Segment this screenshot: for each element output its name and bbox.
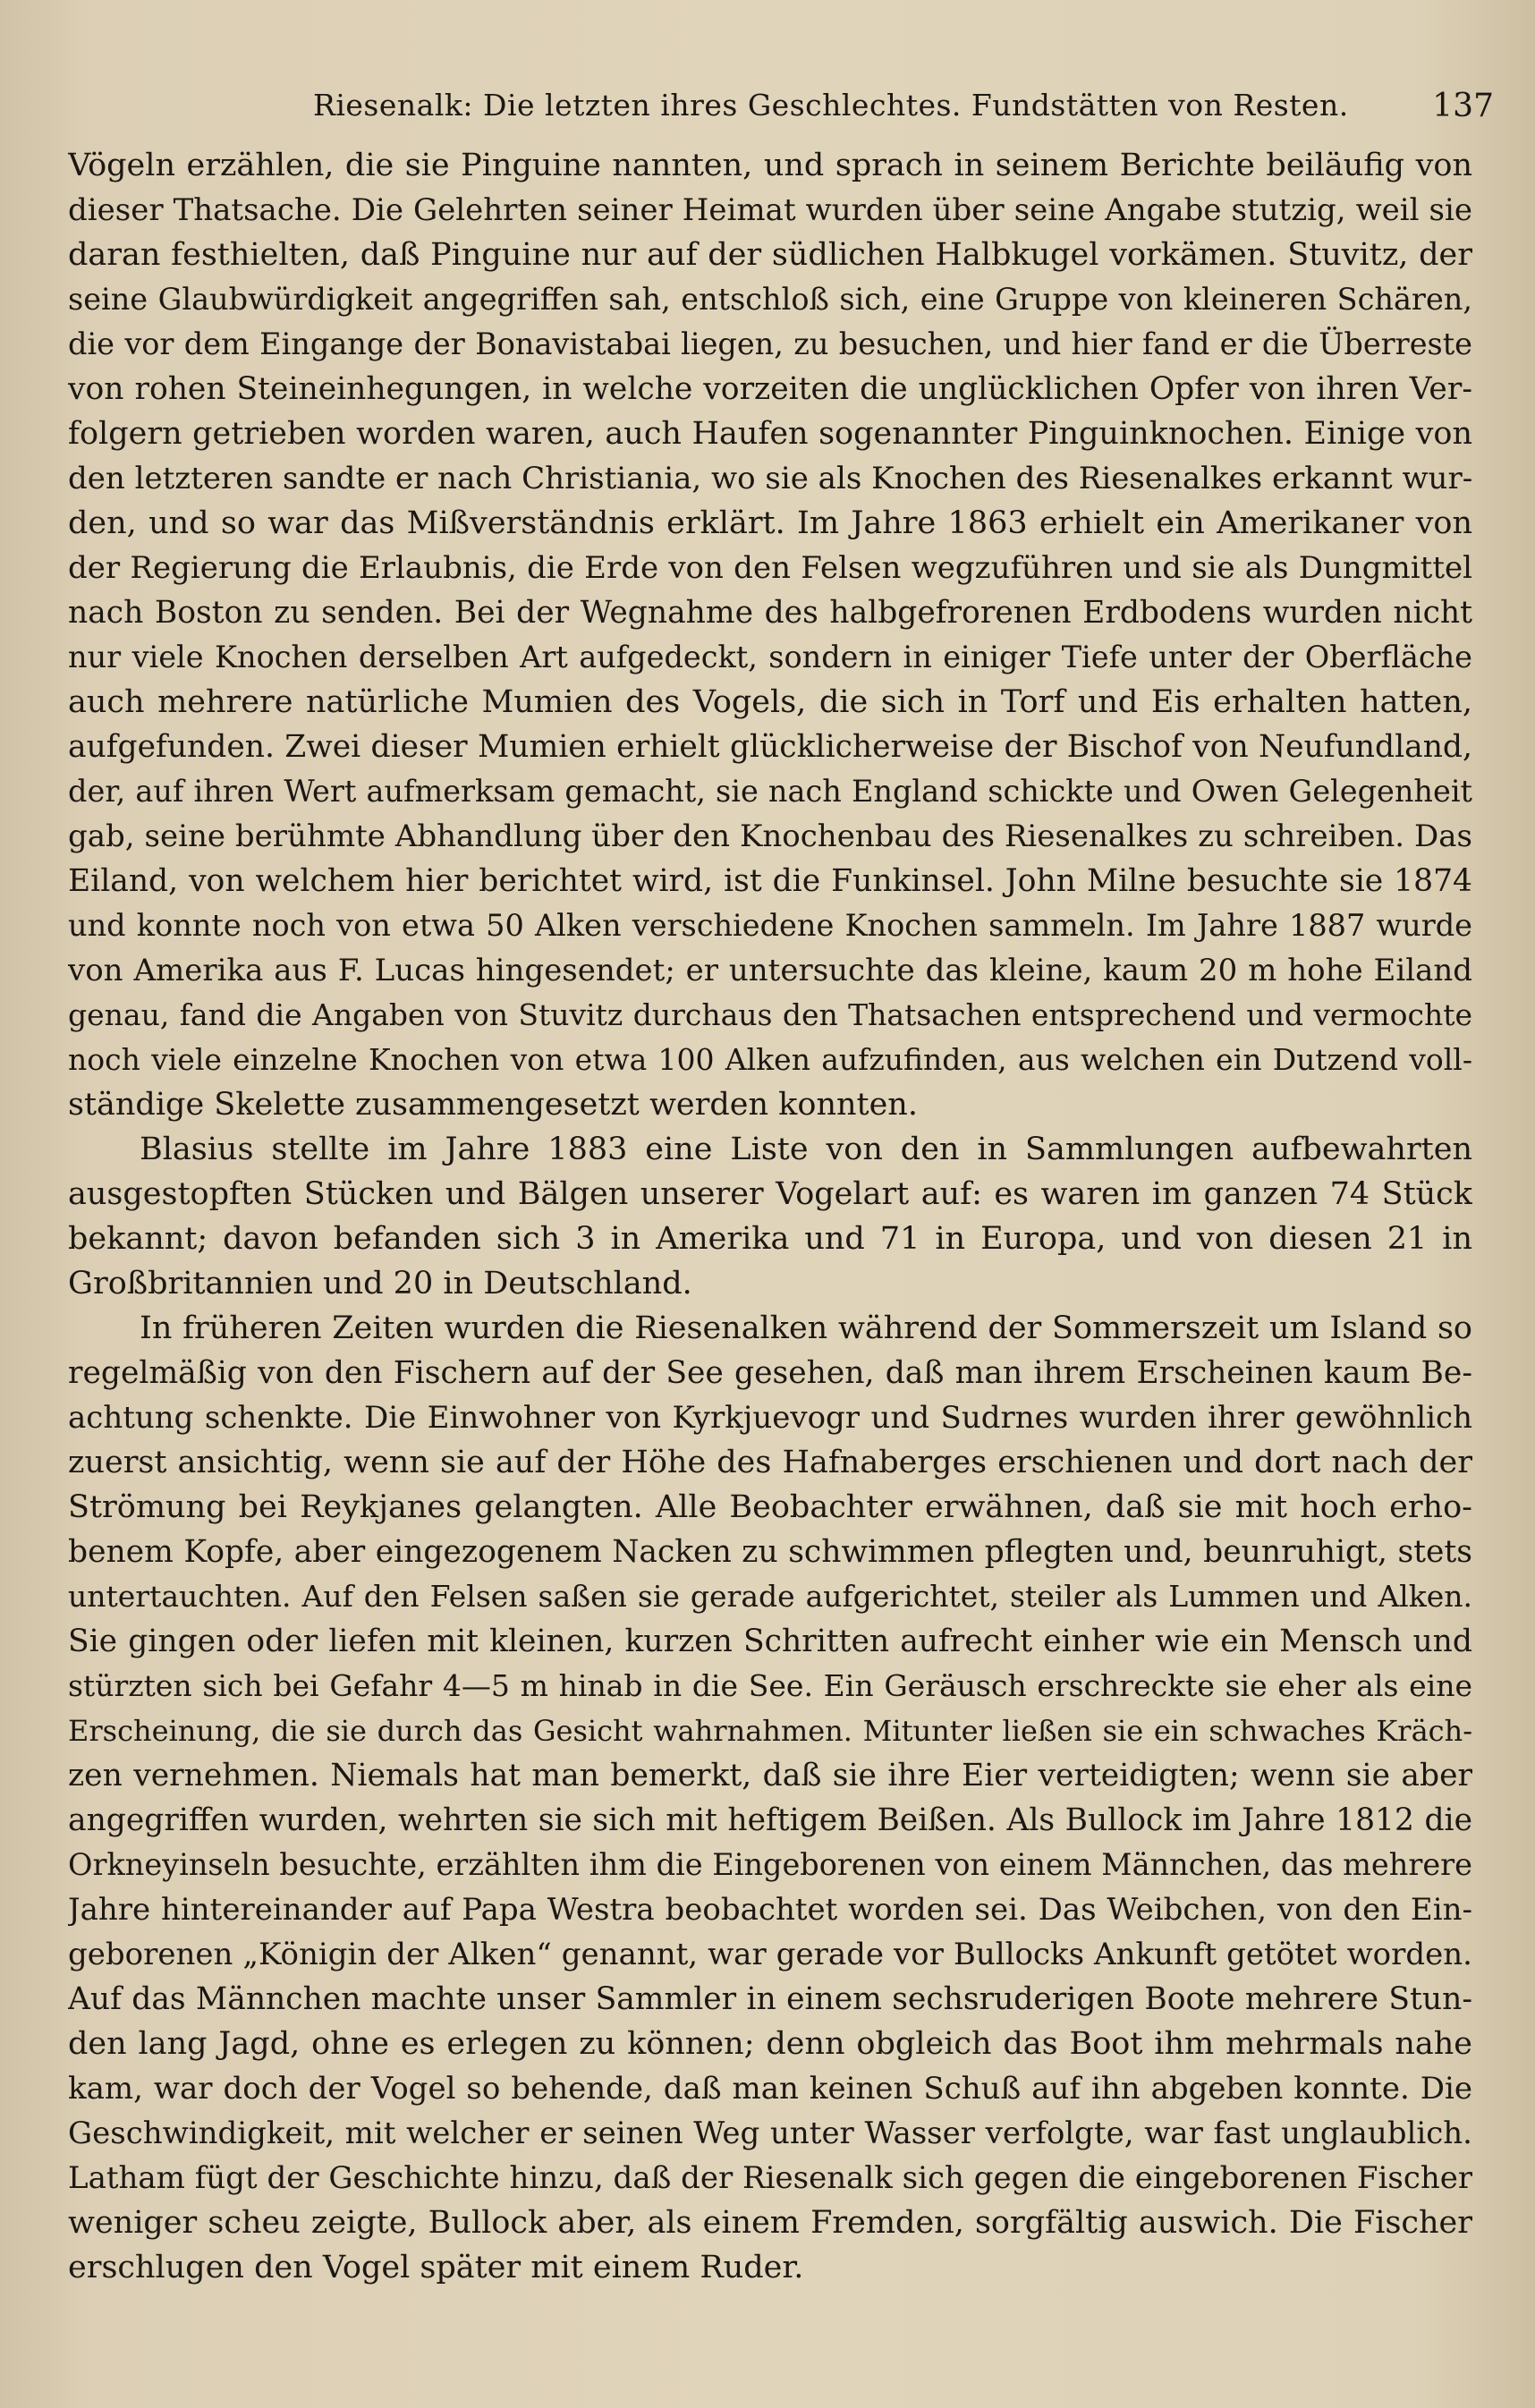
text-line: die vor dem Eingange der Bonavistabai liegen, zu besuchen, und hier fand er die Überreste [68, 326, 1472, 361]
text-line: zuerst ansichtig, wenn sie auf der Höhe des Hafnaberges erschienen und dort nach der [68, 1445, 1472, 1480]
text-line: benem Kopfe, aber eingezogenem Nacken zu schwimmen pflegten und, beunruhigt, stets [68, 1534, 1472, 1570]
text-line: den lang Jagd, ohne es erlegen zu können; denn obgleich das Boot ihm mehrmals nahe [68, 2026, 1472, 2062]
text-line: Strömung bei Reykjanes gelangten. Alle Beobachter erwähnen, daß sie mit hoch erho- [68, 1489, 1472, 1525]
text-line: stürzten sich bei Gefahr 4—5 m hinab in die See. Ein Geräusch erschreckte sie eher als eine [68, 1668, 1472, 1703]
text-line: Auf das Männchen machte unser Sammler in einem sechsruderigen Boote mehrere Stun- [68, 1981, 1472, 2017]
text-line: von rohen Steineinhegungen, in welche vorzeiten die unglücklichen Opfer von ihren Ver- [68, 371, 1472, 407]
text-line: erschlugen den Vogel später mit einem Ruder. [68, 2250, 804, 2285]
text-line: und konnte noch von etwa 50 Alken verschiedene Knochen sammeln. Im Jahre 1887 wurde [68, 908, 1472, 943]
text-line: dieser Thatsache. Die Gelehrten seiner Heimat wurden über seine Angabe stutzig, weil sie [68, 192, 1472, 228]
text-line: nach Boston zu senden. Bei der Wegnahme des halbgefrorenen Erdbodens wurden nicht [68, 595, 1472, 631]
text-line: achtung schenkte. Die Einwohner von Kyrkjuevogr und Sudrnes wurden ihrer gewöhnlich [68, 1400, 1472, 1436]
text-line: In früheren Zeiten wurden die Riesenalken während der Sommerszeit um Island so [140, 1310, 1472, 1346]
text-line: gab, seine berühmte Abhandlung über den Knochenbau des Riesenalkes zu schreiben. Das [68, 818, 1472, 854]
text-line: Blasius stellte im Jahre 1883 eine Liste von den in Sammlungen aufbewahrten [140, 1132, 1472, 1167]
paragraph [68, 1306, 1472, 2290]
text-line: Jahre hintereinander auf Papa Westra beobachtet worden sei. Das Weibchen, von den Ein- [68, 1892, 1472, 1928]
text-line: den, und so war das Mißverständnis erklärt. Im Jahre 1863 erhielt ein Amerikaner von [68, 505, 1472, 541]
text-line: bekannt; davon befanden sich 3 in Amerika und 71 in Europa, und von diesen 21 in [68, 1221, 1472, 1257]
paragraph [68, 1127, 1472, 1306]
text-line: Erscheinung, die sie durch das Gesicht wahrnahmen. Mitunter ließen sie ein schwaches Kräch- [68, 1714, 1472, 1748]
text-line: untertauchten. Auf den Felsen saßen sie gerade aufgerichtet, steiler als Lummen und Alken. [68, 1579, 1472, 1614]
text-line: Latham fügt der Geschichte hinzu, daß der Riesenalk sich gegen die eingeborenen Fischer [68, 2160, 1472, 2196]
text-line: angegriffen wurden, wehrten sie sich mit heftigem Beißen. Als Bullock im Jahre 1812 die [68, 1802, 1472, 1838]
page-number: 137 [1432, 88, 1494, 124]
text-line: Großbritannien und 20 in Deutschland. [68, 1266, 692, 1302]
text-line: folgern getrieben worden waren, auch Haufen sogenannter Pinguinknochen. Einige von [68, 416, 1472, 452]
text-line: noch viele einzelne Knochen von etwa 100 Alken aufzufinden, aus welchen ein Dutzend voll- [68, 1042, 1472, 1077]
text-line: von Amerika aus F. Lucas hingesendet; er untersuchte das kleine, kaum 20 m hohe Eiland [68, 953, 1472, 988]
text-line: Sie gingen oder liefen mit kleinen, kurzen Schritten aufrecht einher wie ein Mensch und [68, 1624, 1472, 1659]
text-line: der Regierung die Erlaubnis, die Erde von den Felsen wegzuführen und sie als Dungmittel [68, 550, 1472, 586]
text-line: Geschwindigkeit, mit welcher er seinen Weg unter Wasser verfolgte, war fast unglaublich. [68, 2115, 1472, 2151]
text-line: Vögeln erzählen, die sie Pinguine nannten, und sprach in seinem Berichte beiläufig von [68, 148, 1472, 183]
text-line: regelmäßig von den Fischern auf der See gesehen, daß man ihrem Erscheinen kaum Be- [68, 1355, 1472, 1391]
text-line: kam, war doch der Vogel so behende, daß man keinen Schuß auf ihn abgeben konnte. Die [68, 2071, 1472, 2107]
text-line: ausgestopften Stücken und Bälgen unserer Vogelart auf: es waren im ganzen 74 Stück [68, 1176, 1472, 1212]
text-line: den letzteren sandte er nach Christiania, wo sie als Knochen des Riesenalkes erkannt wur- [68, 461, 1472, 496]
text-line: Orkneyinseln besuchte, erzählten ihm die Eingeborenen von einem Männchen, das mehrere [68, 1847, 1472, 1882]
text-line: nur viele Knochen derselben Art aufgedeckt, sondern in einiger Tiefe unter der Oberfläche [68, 640, 1472, 674]
text-line: seine Glaubwürdigkeit angegriffen sah, entschloß sich, eine Gruppe von kleineren Schären, [68, 282, 1472, 317]
text-line: daran festhielten, daß Pinguine nur auf der südlichen Halbkugel vorkämen. Stuvitz, der [68, 237, 1472, 273]
text-line: ständige Skelette zusammengesetzt werden konnten. [68, 1087, 918, 1123]
text-line: zen vernehmen. Niemals hat man bemerkt, daß sie ihre Eier verteidigten; wenn sie aber [68, 1758, 1472, 1793]
text-line: aufgefunden. Zwei dieser Mumien erhielt glücklicherweise der Bischof von Neufundland, [68, 729, 1472, 765]
text-line: auch mehrere natürliche Mumien des Vogels, die sich in Torf und Eis erhalten hatten, [68, 684, 1472, 720]
text-line: Eiland, von welchem hier berichtet wird, ist die Funkinsel. John Milne besuchte sie 1874 [68, 863, 1472, 899]
text-line: der, auf ihren Wert aufmerksam gemacht, sie nach England schickte und Owen Gelegenheit [68, 774, 1472, 809]
running-head [0, 79, 1535, 132]
text-line: geborenen „Königin der Alken“ genannt, war gerade vor Bullocks Ankunft getötet worden. [68, 1937, 1472, 1972]
paragraph [68, 143, 1472, 1127]
text-line: genau, fand die Angaben von Stuvitz durchaus den Thatsachen entsprechend und vermochte [68, 997, 1472, 1032]
text-line: weniger scheu zeigte, Bullock aber, als einem Fremden, sorgfältig auswich. Die Fischer [68, 2205, 1472, 2241]
body-text [68, 143, 1472, 2290]
running-title: Riesenalk: Die letzten ihres Geschlechtes. Fundstätten von Resten. [313, 88, 1349, 123]
